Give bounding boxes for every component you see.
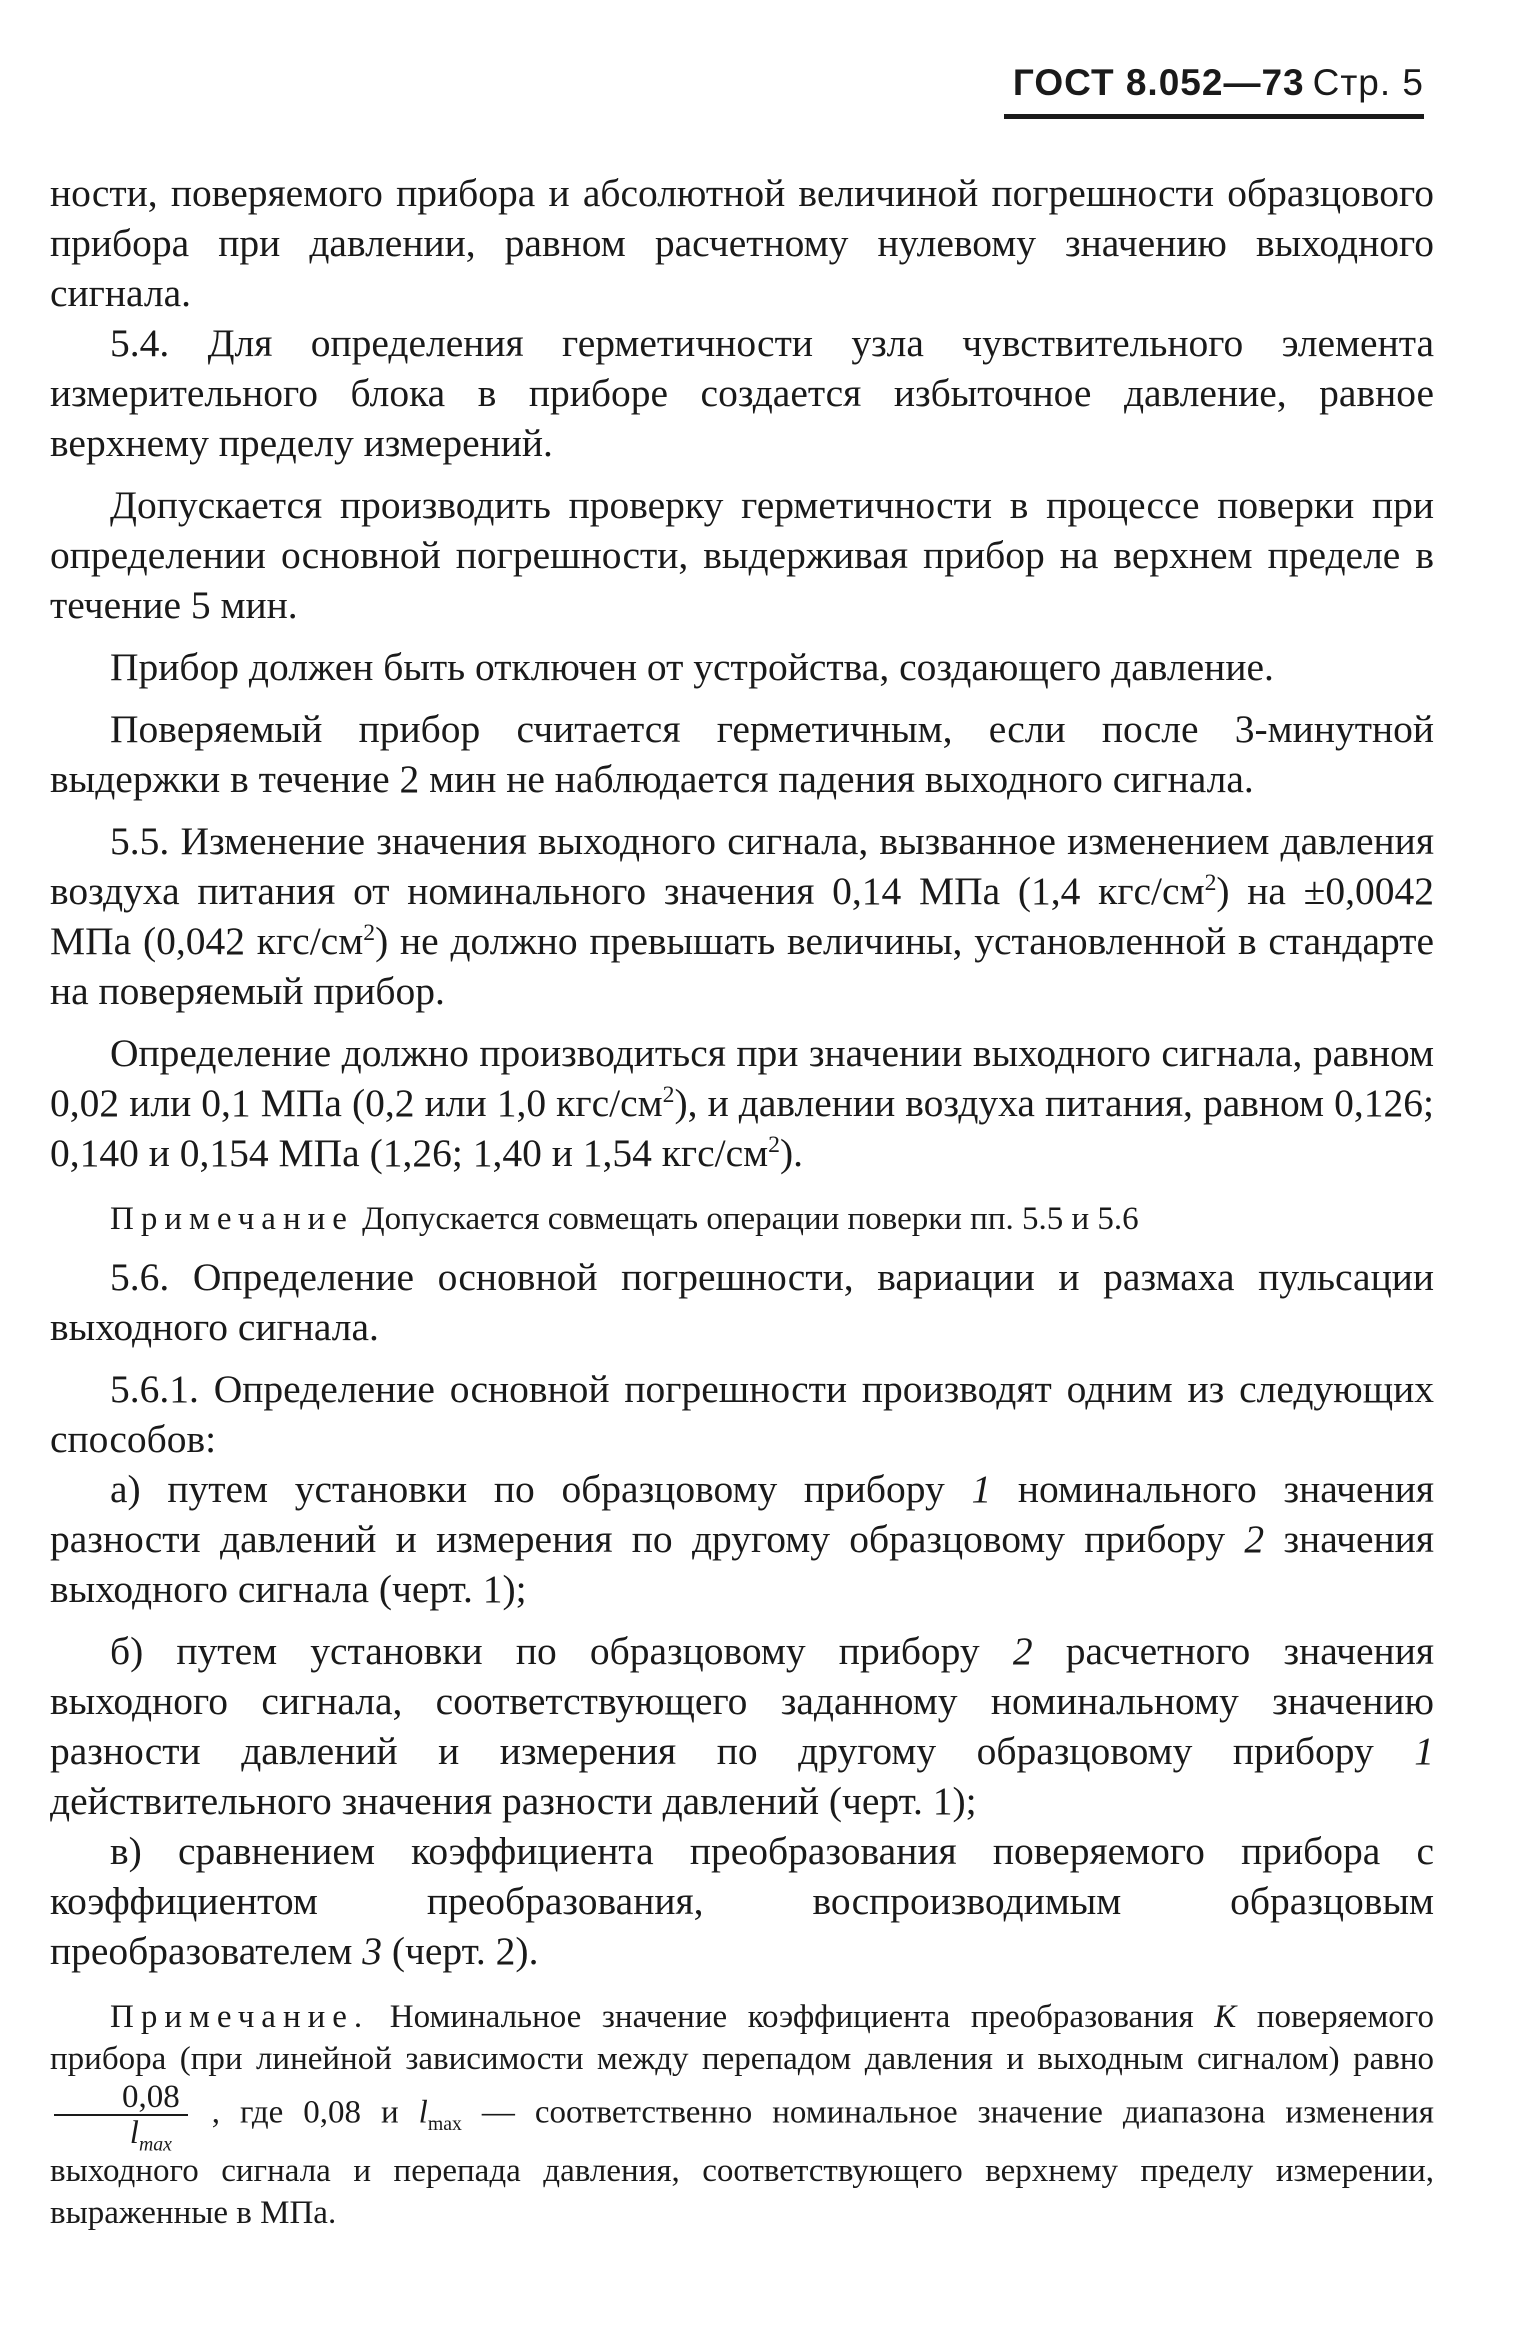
paragraph-determination-conditions: Определение должно производиться при значении выходного сигнала, равном 0,02 или 0,1 МПа (0,2 или 1,0 кгс/$см^2$), и давлении воздуха питания, равном 0,126; 0,140 и 0,154 МПа (1,26; 1,40 и 1,54 кгс/$см^2$). <box>50 1031 1434 1175</box>
paragraph-5-6: 5.6. Определение основной погрешности, вариации и размаха пульсации выходного сигнала. <box>50 1255 1434 1349</box>
paragraph-leak-check-allowance: Допускается производить проверку герметичности в процессе поверки при определении основной погрешности, выдерживая прибор на верхнем пределе в течение 5 мин. <box>50 483 1434 627</box>
list-item-v: в) сравнением коэффициента преобразования поверяемого прибора с коэффициентом преобразования, воспроизводимым образцовым преобразователем 3 (черт. 2). <box>50 1829 1434 1973</box>
fraction: $\frac{0,08}{l_{max}}$ <box>54 2080 188 2150</box>
note-combined-operations: Примечание Допускается совмещать операции поверки пп. 5.5 и 5.6 <box>110 1201 1139 1237</box>
paragraph-5-4: 5.4. Для определения герметичности узла чувствительного элемента измерительного блока в приборе создается избыточное давление, равное верхнему пределу измерений. <box>50 321 1434 465</box>
header-rule <box>1004 114 1424 119</box>
note-label: Примечание. <box>110 1999 370 2035</box>
standard-reference: ГОСТ 8.052—73 <box>1012 62 1305 103</box>
document-body <box>50 168 1434 2246</box>
list-item-a: а) путем установки по образцовому прибору 1 номинального значения разности давлений и измерения по другому образцовому прибору 2 значения выходного сигнала (черт. 1); <box>50 1467 1434 1611</box>
paragraph-continuation: ности, поверяемого прибора и абсолютной величиной погрешности образцового прибора при давлении, равном расчетному нулевому значению выходного сигнала. <box>50 171 1434 315</box>
paragraph-tightness-criterion: Поверяемый прибор считается герметичным, если после 3-минутной выдержки в течение 2 мин не наблюдается падения выходного сигнала. <box>50 707 1434 801</box>
note-label: Примечание <box>110 1201 354 1237</box>
note-conversion-coefficient: Примечание. Номинальное значение коэффициента преобразования K поверяемого прибора (при линейной зависимости между перепадом давления и выходным сигналом) равно $\frac{0,08}{l_{max}}$ , где 0,08 и $l_{max}$ — соответственно номинальное значение диапазона изменения выходного сигнала и перепада давления, соответствующего верхнему пределу измерении, выраженные в МПа. <box>50 1999 1434 2231</box>
paragraph-5-5: 5.5. Изменение значения выходного сигнала, вызванное изменением давления воздуха питания от номинального значения 0,14 МПа (1,4 кгс/$см^2$) на ±0,0042 МПа (0,042 кгс/$см^2$) не должно превышать величины, установленной в стандарте на поверяемый прибор. <box>50 819 1435 1013</box>
page-number: Стр. 5 <box>1312 62 1424 103</box>
paragraph-disconnect: Прибор должен быть отключен от устройства, создающего давление. <box>110 645 1274 689</box>
paragraph-5-6-1: 5.6.1. Определение основной погрешности производят одним из следующих способов: <box>50 1367 1434 1461</box>
page-header <box>1004 62 1424 119</box>
list-item-b: б) путем установки по образцовому прибору 2 расчетного значения выходного сигнала, соответствующего заданному номинальному значению разности давлений и измерения по другому образцовому прибору 1 действительного значения разности давлений (черт. 1); <box>50 1629 1434 1823</box>
